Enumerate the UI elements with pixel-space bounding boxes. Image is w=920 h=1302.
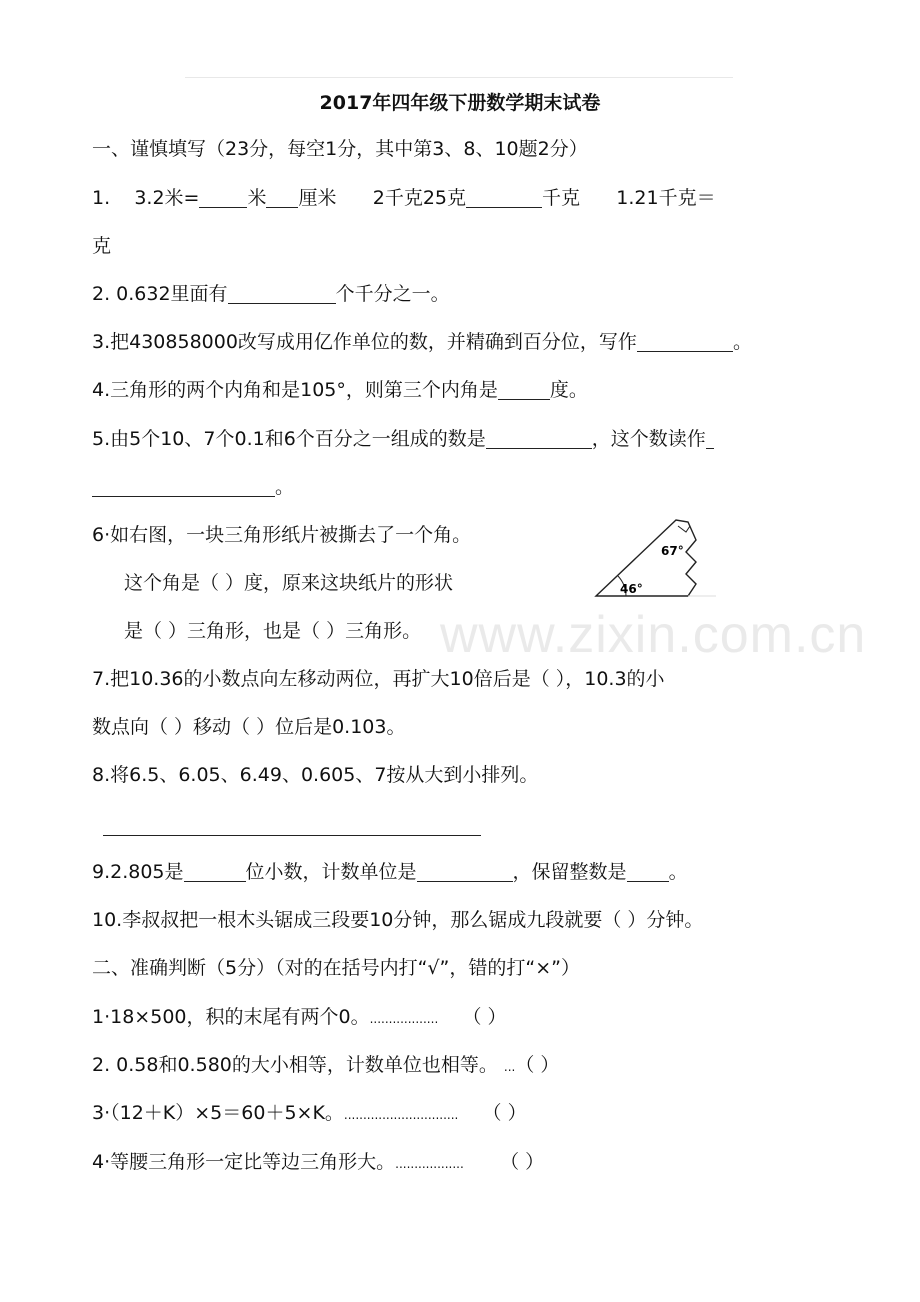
q9-blank-1 [184,861,246,882]
q5-text-a: 5.由5个10、7个0.1和6个百分之一组成的数是 [92,428,486,450]
q5-blank-1 [486,428,592,449]
q8-answer-line [103,835,481,836]
page-title: 2017年四年级下册数学期末试卷 [319,92,601,114]
q2-text-b: 个千分之一。 [335,283,450,305]
judge-item-2 [92,1052,559,1080]
section2-heading: 二、准确判断（5分）（对的在括号内打“√”，错的打“×”） [92,957,580,979]
q6-text-a: 6·如右图，一块三角形纸片被撕去了一个角。 [92,524,472,546]
section1-heading: 一、谨慎填写（23分，每空1分，其中第3、8、10题2分） [92,138,588,160]
judge-1-text: 1·18×500，积的末尾有两个0。 [92,1006,370,1028]
q9-blank-3 [627,861,669,882]
q5-text-b: ，这个数读作 [591,428,706,450]
judge-item-4 [92,1149,544,1177]
q3-text-b: 。 [732,331,752,353]
q5-blank-2 [92,476,275,497]
question-5-cont [92,474,294,500]
q1-number: 1. [92,187,111,209]
judge-1-dots: .................. [369,1012,439,1026]
question-2 [92,281,450,307]
judge-item-1 [92,1004,506,1032]
judge-4-answer[interactable]: （ ） [500,1151,545,1173]
judge-4-dots: .................. [395,1157,464,1171]
q1-text-c: 厘米 [298,187,337,209]
judge-2-text: 2. 0.58和0.580的大小相等，计数单位也相等。 [92,1054,498,1076]
question-5 [92,426,714,452]
q6-text-b: 这个角是（ ）度，原来这块纸片的形状 [124,572,454,594]
judge-1-answer[interactable]: （ ） [462,1006,507,1028]
question-4 [92,377,588,403]
judge-3-answer[interactable]: （ ） [482,1102,527,1124]
q3-text-a: 3.把430858000改写成用亿作单位的数，并精确到百分位，写作 [92,331,637,353]
q4-text-b: 度。 [549,379,588,401]
q9-text-b: 位小数，计数单位是 [245,861,417,883]
question-9 [92,859,688,885]
question-3 [92,329,752,355]
judge-3-dots: .............................. [343,1108,459,1122]
q4-blank [498,379,550,400]
q8-text: 8.将6.5、6.05、6.49、0.605、7按从大到小排列。 [92,764,539,786]
q2-text-a: 2. 0.632里面有 [92,283,228,305]
torn-triangle-figure [592,512,720,604]
q1-text-g: 克 [92,235,112,257]
torn-triangle-svg [592,512,720,604]
q10-text: 10.李叔叔把一根木头锯成三段要10分钟，那么锯成九段就要（ ）分钟。 [92,909,704,931]
header-rule [185,77,733,78]
q3-blank [637,331,733,352]
angle-label-46: 46° [620,582,643,596]
q1-text-f: 1.21千克＝ [616,187,716,209]
q1-blank-2 [266,187,298,208]
q1-blank-3 [466,187,542,208]
q9-text-c: ，保留整数是 [512,861,627,883]
q1-blank-1 [199,187,247,208]
q5-text-c: 。 [275,476,295,498]
q5-blank-2-start [706,428,714,449]
q2-blank [228,283,336,304]
watermark: www.zixin.com.cn [440,606,867,664]
judge-2-answer[interactable]: （ ） [515,1054,560,1076]
q7-text-b: 数点向（ ）移动（ ）位后是0.103。 [92,716,406,738]
q1-text-e: 千克 [542,187,581,209]
q7-text-a: 7.把10.36的小数点向左移动两位，再扩大10倍后是（ ），10.3的小 [92,668,665,690]
q6-text-c: 是（ ）三角形，也是（ ）三角形。 [124,620,422,642]
judge-3-text: 3·（12＋K）×5＝60＋5×K。 [92,1102,344,1124]
angle-label-67: 67° [661,544,684,558]
q9-text-d: 。 [668,861,688,883]
q1-text-a: 3.2米= [134,187,200,209]
judge-4-text: 4·等腰三角形一定比等边三角形大。 [92,1151,396,1173]
q1-text-d: 2千克25克 [372,187,466,209]
judge-item-3 [92,1100,527,1128]
judge-2-dots: ... [503,1060,516,1074]
q4-text-a: 4.三角形的两个内角和是105°，则第三个内角是 [92,379,498,401]
q9-text-a: 9.2.805是 [92,861,184,883]
q9-blank-2 [417,861,513,882]
q1-text-b: 米 [247,187,267,209]
question-1 [92,185,716,211]
